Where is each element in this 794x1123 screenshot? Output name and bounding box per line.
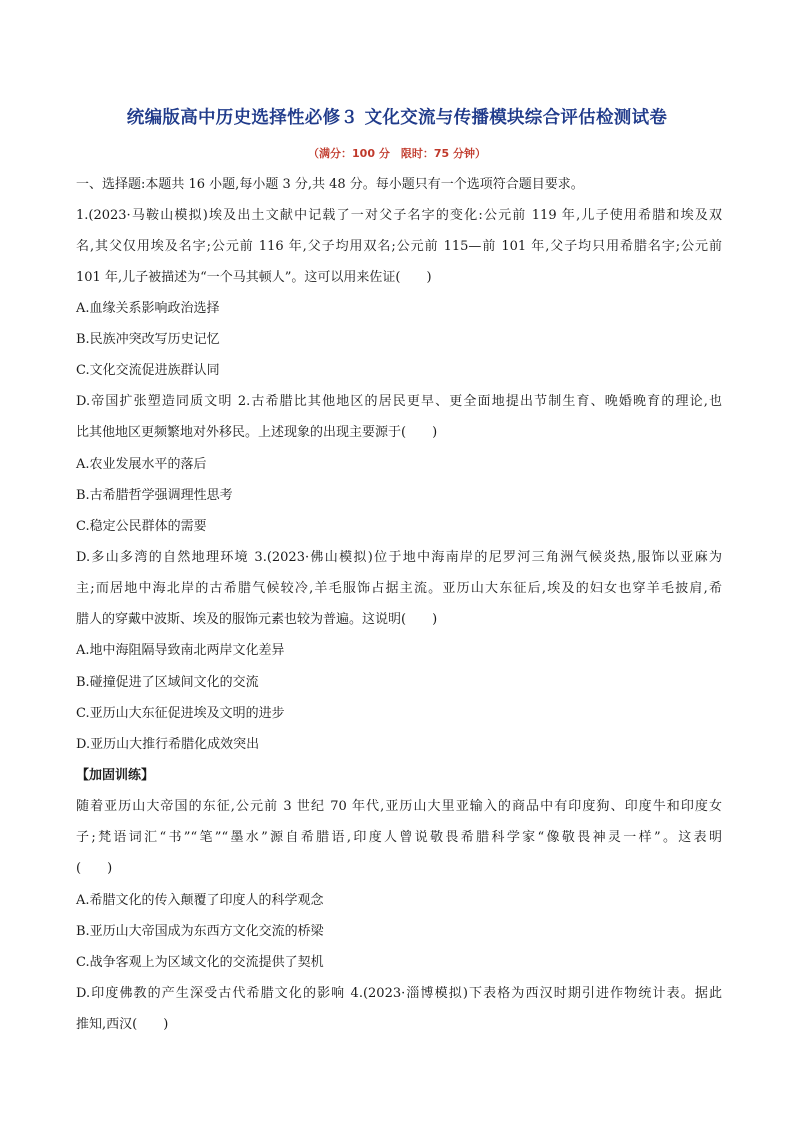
q1-stem-line2: 名,其父仅用埃及名字;公元前 116 年,父子均用双名;公元前 115—前 101 年,父子均只用希腊名字;公元前 xyxy=(76,239,722,254)
q2-option-d-line1: D.多山多湾的自然地理环境 3.(2023·佛山模拟)位于地中海南岸的尼罗河三角洲气候炎热,服饰以亚麻为 xyxy=(76,550,722,565)
extra-option-a: A.希腊文化的传入颠覆了印度人的科学观念 xyxy=(76,893,324,908)
q2-option-d-line2: 主;而居地中海北岸的古希腊气候较冷,羊毛服饰占据主流。亚历山大东征后,埃及的妇女也穿羊毛披肩,希 xyxy=(76,581,722,596)
extra-option-c: C.战争客观上为区域文化的交流提供了契机 xyxy=(76,955,324,970)
extra-stem-line2: 子;梵语词汇“书”“笔”“墨水”源自希腊语,印度人曾说敬畏希腊科学家“像敬畏神灵一样”。这表明 xyxy=(76,830,722,845)
document-title: 统编版高中历史选择性必修３ 文化交流与传播模块综合评估检测试卷 xyxy=(126,108,668,128)
q1-option-c: C.文化交流促进族群认同 xyxy=(76,363,220,378)
q2-option-a: A.农业发展水平的落后 xyxy=(76,457,207,472)
q1-stem-line1: 1.(2023·马鞍山模拟)埃及出土文献中记载了一对父子名字的变化:公元前 119 年,儿子使用希腊和埃及双 xyxy=(76,208,722,223)
document-subtitle: （满分：100 分 限时：75 分钟） xyxy=(308,147,486,160)
extra-stem-line1: 随着亚历山大帝国的东征,公元前 3 世纪 70 年代,亚历山大里亚输入的商品中有印度狗、印度牛和印度女 xyxy=(76,799,722,814)
q1-option-a: A.血缘关系影响政治选择 xyxy=(76,301,220,316)
q3-option-c: C.亚历山大东征促进埃及文明的进步 xyxy=(76,706,285,721)
q1-option-d-line1: D.帝国扩张塑造同质文明 2.古希腊比其他地区的居民更早、更全面地提出节制生育、晚婚晚育的理论,也 xyxy=(76,394,722,409)
q1-stem-line3: 101 年,儿子被描述为“一个马其顿人”。这可以用来佐证( ) xyxy=(76,270,432,285)
q3-option-d: D.亚历山大推行希腊化成效突出 xyxy=(76,737,260,752)
extra-option-d-line2: 推知,西汉( ) xyxy=(76,1017,169,1032)
q1-option-d-line2: 比其他地区更频繁地对外移民。上述现象的出现主要源于( ) xyxy=(76,425,438,440)
q2-option-d-line3: 腊人的穿戴中波斯、埃及的服饰元素也较为普遍。这说明( ) xyxy=(76,612,438,627)
section-intro: 一、选择题:本题共 16 小题,每小题 3 分,共 48 分。每小题只有一个选项符合题目要求。 xyxy=(76,177,584,192)
q2-option-c: C.稳定公民群体的需要 xyxy=(76,519,207,534)
q1-option-b: B.民族冲突改写历史记忆 xyxy=(76,332,220,347)
q3-option-a: A.地中海阻隔导致南北两岸文化差异 xyxy=(76,643,285,658)
extra-option-d-line1: D.印度佛教的产生深受古代希腊文化的影响 4.(2023·淄博模拟)下表格为西汉时期引进作物统计表。据此 xyxy=(76,986,722,1001)
extra-stem-line3: ( ) xyxy=(76,861,113,876)
extra-training-heading: 【加固训练】 xyxy=(76,768,155,783)
extra-option-b: B.亚历山大帝国成为东西方文化交流的桥梁 xyxy=(76,924,324,939)
q3-option-b: B.碰撞促进了区域间文化的交流 xyxy=(76,675,259,690)
q2-option-b: B.古希腊哲学强调理性思考 xyxy=(76,488,233,503)
